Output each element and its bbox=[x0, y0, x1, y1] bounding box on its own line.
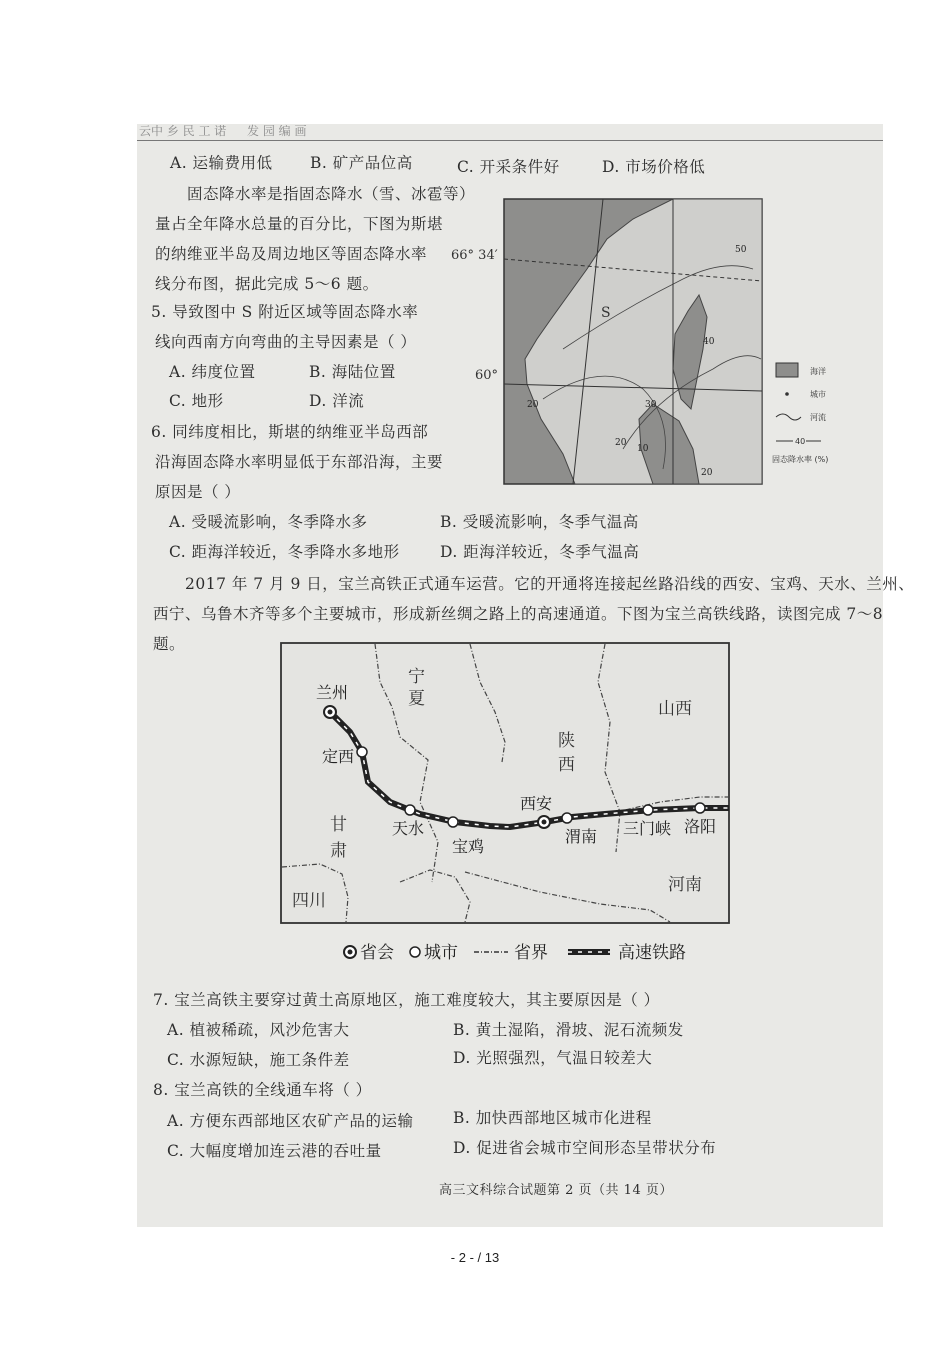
q5-option-a: A. 纬度位置 bbox=[169, 363, 256, 381]
province-gansu-1: 甘 bbox=[330, 815, 347, 835]
intro-5-6-line-1: 固态降水率是指固态降水（雪、冰雹等） bbox=[187, 185, 476, 203]
q8-option-c: C. 大幅度增加连云港的吞吐量 bbox=[167, 1142, 382, 1160]
label-baoji: 宝鸡 bbox=[452, 837, 485, 856]
q8-option-d: D. 促进省会城市空间形态呈带状分布 bbox=[453, 1139, 717, 1157]
label-dingxi: 定西 bbox=[322, 747, 355, 766]
legend-isoline-label: 固态降水率 (%) bbox=[772, 455, 829, 464]
province-shaanxi-1: 陕 bbox=[558, 731, 575, 751]
intro-7-8-line-3: 题。 bbox=[153, 635, 186, 653]
legend-isoline-value: 40 bbox=[795, 437, 806, 446]
intro-7-8-line-1: 2017 年 7 月 9 日，宝兰高铁正式通车运营。它的开通将连接起丝路沿线的西安、宝鸡、天水、兰州、 bbox=[185, 575, 915, 593]
isoline-label: 30 bbox=[645, 400, 657, 410]
city-tianshui bbox=[405, 805, 415, 815]
isoline-label: 20 bbox=[527, 400, 539, 410]
isoline-label: 20 bbox=[615, 438, 627, 448]
lat-label-60: 60° bbox=[475, 368, 499, 383]
legend-railway-label: 高速铁路 bbox=[618, 943, 686, 963]
q6-option-c: C. 距海洋较近，冬季降水多地形 bbox=[169, 543, 400, 561]
legend-city-label: 城市 bbox=[810, 390, 826, 399]
legend-city-dot bbox=[785, 392, 789, 396]
city-baoji bbox=[448, 817, 458, 827]
q5-stem-line-2: 线向西南方向弯曲的主导因素是（ ） bbox=[155, 333, 417, 351]
q5-option-b: B. 海陆位置 bbox=[309, 363, 396, 381]
isoline-label: 20 bbox=[701, 468, 713, 478]
isoline-label: 40 bbox=[703, 337, 715, 347]
label-lanzhou: 兰州 bbox=[316, 683, 349, 702]
intro-7-8-line-2: 西宁、乌鲁木齐等多个主要城市，形成新丝绸之路上的高速通道。下图为宝兰高铁线路，读图完成 7～8 bbox=[153, 605, 884, 623]
q5-option-c: C. 地形 bbox=[169, 392, 224, 410]
lat-label-66: 66° 34′ bbox=[451, 248, 498, 263]
letter-s: S bbox=[601, 305, 611, 321]
q8-option-a: A. 方便东西部地区农矿产品的运输 bbox=[167, 1112, 414, 1130]
q6-option-a: A. 受暖流影响，冬季降水多 bbox=[169, 513, 368, 531]
q6-stem-line-1: 6. 同纬度相比，斯堪的纳维亚半岛西部 bbox=[151, 423, 429, 441]
legend-river-label: 河流 bbox=[810, 413, 826, 422]
legend-capital-label: 省会 bbox=[360, 943, 394, 963]
province-shaanxi-2: 西 bbox=[558, 755, 575, 775]
capital-lanzhou-dot bbox=[328, 710, 333, 715]
q4-option-d: D. 市场价格低 bbox=[602, 158, 706, 176]
intro-5-6-line-4: 线分布图，据此完成 5～6 题。 bbox=[155, 275, 379, 293]
city-sanmenxia bbox=[643, 805, 653, 815]
label-sanmenxia: 三门峡 bbox=[623, 819, 672, 838]
q4-option-a: A. 运输费用低 bbox=[170, 154, 273, 172]
map2-frame bbox=[281, 643, 729, 923]
label-weinan: 渭南 bbox=[565, 827, 598, 846]
province-shanxi: 山西 bbox=[658, 699, 692, 719]
q6-option-b: B. 受暖流影响，冬季气温高 bbox=[440, 513, 639, 531]
baolan-railway-map bbox=[280, 642, 740, 972]
label-luoyang: 洛阳 bbox=[684, 817, 717, 836]
city-luoyang bbox=[695, 803, 705, 813]
q7-option-c: C. 水源短缺，施工条件差 bbox=[167, 1051, 350, 1069]
header-rule bbox=[137, 140, 883, 141]
q6-option-d: D. 距海洋较近，冬季气温高 bbox=[440, 543, 640, 561]
scandinavia-snowfall-map bbox=[451, 199, 863, 478]
label-tianshui: 天水 bbox=[392, 819, 425, 838]
q7-option-d: D. 光照强烈，气温日较差大 bbox=[453, 1049, 653, 1067]
header-right: 发 园 编 画 bbox=[247, 124, 307, 138]
legend-sea-label: 海洋 bbox=[810, 367, 826, 376]
city-dingxi bbox=[357, 747, 367, 757]
legend-river-line bbox=[776, 414, 801, 420]
province-gansu-2: 肃 bbox=[330, 841, 347, 861]
page-footer: 高三文科综合试题第 2 页（共 14 页） bbox=[439, 1183, 673, 1198]
q7-option-a: A. 植被稀疏，风沙危害大 bbox=[167, 1021, 350, 1039]
label-xian: 西安 bbox=[520, 794, 553, 813]
province-ningxia-1: 宁 bbox=[408, 667, 425, 687]
map2-legend bbox=[344, 943, 686, 963]
legend-sea-swatch bbox=[776, 363, 798, 377]
header-left: 云中 乡 民 工 诺 bbox=[139, 124, 227, 138]
legend-capital-dot bbox=[348, 950, 353, 955]
province-henan: 河南 bbox=[668, 875, 702, 895]
city-weinan bbox=[562, 813, 572, 823]
intro-5-6-line-2: 量占全年降水总量的百分比，下图为斯堪 bbox=[155, 215, 444, 233]
q5-option-d: D. 洋流 bbox=[309, 392, 365, 410]
legend-city-symbol bbox=[410, 947, 420, 957]
q6-stem-line-3: 原因是（ ） bbox=[155, 483, 241, 501]
legend-city-label: 城市 bbox=[424, 943, 458, 963]
q6-stem-line-2: 沿海固态降水率明显低于东部沿海，主要 bbox=[155, 453, 444, 471]
map1-legend bbox=[772, 363, 828, 464]
q8-stem: 8. 宝兰高铁的全线通车将（ ） bbox=[153, 1081, 372, 1099]
page-number: - 2 - / 13 bbox=[450, 1250, 500, 1265]
intro-5-6-line-3: 的纳维亚半岛及周边地区等固态降水率 bbox=[155, 245, 428, 263]
q4-option-c: C. 开采条件好 bbox=[457, 158, 560, 176]
q4-option-b: B. 矿产品位高 bbox=[310, 154, 413, 172]
q5-stem-line-1: 5. 导致图中 S 附近区域等固态降水率 bbox=[151, 303, 419, 321]
isoline-label: 10 bbox=[637, 444, 649, 454]
province-sichuan: 四川 bbox=[292, 891, 326, 911]
capital-xian-dot bbox=[542, 820, 547, 825]
q7-stem: 7. 宝兰高铁主要穿过黄土高原地区，施工难度较大，其主要原因是（ ） bbox=[153, 991, 660, 1009]
q8-option-b: B. 加快西部地区城市化进程 bbox=[453, 1109, 652, 1127]
scanned-page bbox=[137, 124, 915, 1227]
province-ningxia-2: 夏 bbox=[408, 689, 425, 709]
legend-border-label: 省界 bbox=[514, 943, 548, 963]
q7-option-b: B. 黄土湿陷，滑坡、泥石流频发 bbox=[453, 1021, 684, 1039]
isoline-label: 50 bbox=[735, 245, 747, 255]
